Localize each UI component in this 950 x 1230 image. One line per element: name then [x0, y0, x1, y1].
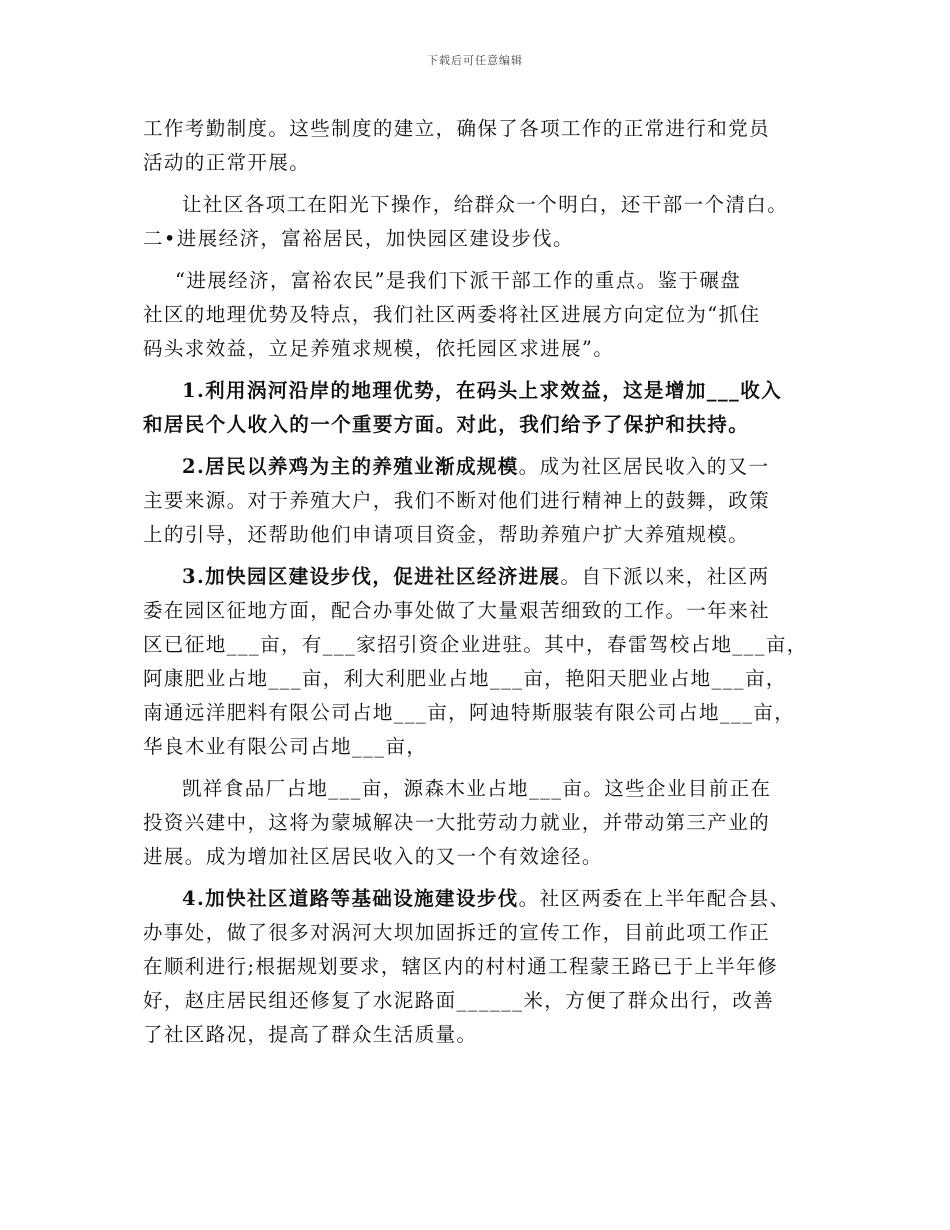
paragraph-lead: 2.居民以养鸡为主的养殖业渐成规模: [182, 455, 519, 478]
bold-paragraph-line: 1.利用涡河沿岸的地理优势，在码头上求效益，这是增加___收入: [182, 379, 783, 402]
paragraph-lead: 4.加快社区道路等基础设施建设步伐: [182, 887, 519, 910]
text-line: 码头求效益，立足养殖求规模，依托园区求进展”。: [143, 337, 615, 360]
text-line: 投资兴建中，这将为蒙城解决一大批劳动力就业，并带动第三产业的: [143, 811, 771, 834]
text-line: [143, 450, 823, 484]
text-line: 社区的地理优势及特点，我们社区两委将社区进展方向定位为“抓住: [143, 303, 761, 326]
text-line: 区已征地___亩，有___家招引资企业进驻。其中，春雷驾校占地___亩，: [143, 633, 808, 656]
text-line: 让社区各项工在阳光下操作，给群众一个明白，还干部一个清白。: [182, 193, 789, 216]
text-line: “进展经济，富裕农民”是我们下派干部工作的重点。鉴于碾盘: [175, 269, 742, 292]
text-line: 主要来源。对于养殖大户，我们不断对他们进行精神上的鼓舞，政策: [143, 489, 771, 512]
text-line: 活动的正常开展。: [143, 151, 311, 174]
text-line: 办事处，做了很多对涡河大坝加固拆迁的宣传工作，目前此项工作正: [143, 921, 771, 944]
bold-paragraph-line: 和居民个人收入的一个重要方面。对此，我们给予了保护和扶持。: [143, 413, 750, 436]
section-heading: 二•进展经济，富裕居民，加快园区建设步伐。: [143, 227, 574, 250]
text-line: 好，赵庄居民组还修复了水泥路面______米，方便了群众出行，改善: [143, 989, 775, 1012]
text-line: 了社区路况，提高了群众生活质量。: [143, 1023, 478, 1046]
text-line: 华良木业有限公司占地___亩，: [143, 735, 428, 758]
paragraph-lead: 3.加快园区建设步伐，促进社区经济进展: [182, 565, 561, 588]
text-line: 南通远洋肥料有限公司占地___亩，阿迪特斯服装有限公司占地___亩，: [143, 701, 796, 724]
paragraph-text: 。社区两委在上半年配合县、: [518, 887, 791, 910]
text-line: [143, 560, 823, 594]
document-body: [143, 112, 823, 1052]
text-line: 工作考勤制度。这些制度的建立，确保了各项工作的正常进行和党员: [143, 117, 771, 140]
text-line: 阿康肥业占地___亩，利大利肥业占地___亩，艳阳天肥业占地___亩，: [143, 667, 787, 690]
paragraph-text: 。成为社区居民收入的又一: [518, 455, 770, 478]
text-line: 委在园区征地方面，配合办事处做了大量艰苦细致的工作。一年来社: [143, 599, 771, 622]
page-header: 下载后可任意编辑: [427, 54, 523, 67]
text-line: 在顺利进行;根据规划要求，辖区内的村村通工程蒙王路已于上半年修: [143, 955, 778, 978]
paragraph-text: 。自下派以来，社区两: [560, 565, 770, 588]
text-line: [143, 882, 823, 916]
text-line: 进展。成为增加社区居民收入的又一个有效途径。: [143, 845, 603, 868]
text-line: 上的引导，还帮助他们申请项目资金，帮助养殖户扩大养殖规模。: [143, 523, 750, 546]
text-line: 凯祥食品厂占地___亩，源森木业占地___亩。这些企业目前正在: [182, 777, 772, 800]
